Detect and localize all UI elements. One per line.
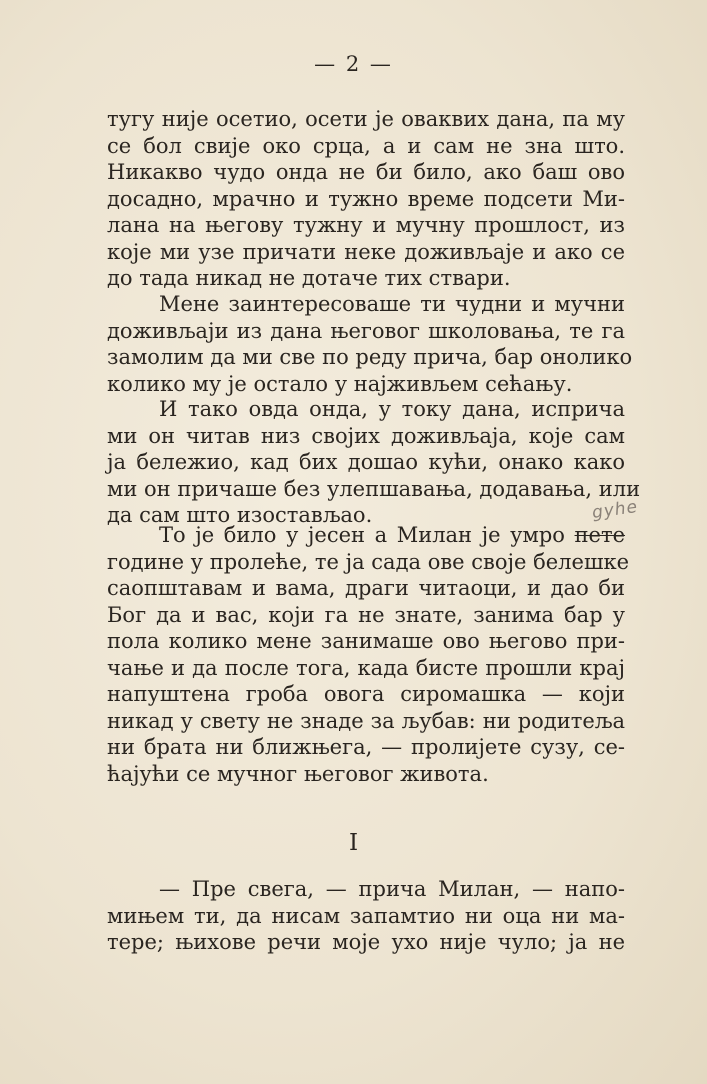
text-line: чање и да после тога, када бисте прошли крај xyxy=(107,655,625,680)
text-line: колико му је остало у најживљем сећању. xyxy=(107,371,573,396)
chapter-heading: I xyxy=(348,830,359,856)
text-line: тугу није осетио, осети је оваквих дана, па му xyxy=(107,107,625,131)
text-line: доживљаји из дана његовог школовања, те га xyxy=(107,318,625,343)
handwritten-note: gyhe xyxy=(590,496,640,524)
text-line: досадно, мрачно и тужно време подсети Ми- xyxy=(107,186,625,211)
text-line xyxy=(107,522,625,549)
text-line: И тако овда онда, у току дана, исприча xyxy=(159,397,625,421)
text-line: Мене заинтересоваше ти чудни и мучни xyxy=(159,292,625,316)
text-fragment: То је било у јесен а Милан је умро xyxy=(159,523,565,547)
page-number: — 2 — xyxy=(314,52,393,76)
text-line: године у пролеће, те ја сада ове своје белешке xyxy=(107,549,630,574)
text-line: Никакво чудо онда не би било, ако баш ово xyxy=(107,160,625,184)
text-line: лана на његову тужну и мучну прошлост, из xyxy=(107,213,625,237)
text-line: мињем ти, да нисам запамтио ни оца ни ма- xyxy=(107,903,625,928)
text-line: замолим да ми све по реду прича, бар онолико xyxy=(107,345,633,369)
text-line: тере; њихове речи моје ухо није чуло; ја не xyxy=(107,930,625,954)
text-line: — Пре свега, — прича Милан, — напо- xyxy=(159,877,625,901)
text-line: ја бележио, кад бих дошао кући, онако како xyxy=(107,450,625,474)
text-line: да сам што изостављао. xyxy=(107,503,373,527)
text-line: никад у свету не знаде за љубав: ни родитеља xyxy=(107,708,625,733)
paragraph-1 xyxy=(107,106,625,292)
text-line: пола колико мене занимаше ово његово при- xyxy=(107,629,625,653)
text-line: до тада никад не дотаче тих ствари. xyxy=(107,266,511,290)
text-line: се бол свије око срца, а и сам не зна што. xyxy=(107,133,625,158)
paragraph-2 xyxy=(107,291,633,397)
text-line: Бог да и вас, који га не знате, занима бар у xyxy=(107,602,625,627)
paragraph-5 xyxy=(107,876,625,956)
text-line: које ми узе причати неке доживљаје и ако се xyxy=(107,239,625,264)
struck-word: пете xyxy=(574,523,626,547)
text-line: саопштавам и вама, драги читаоци, и дао би xyxy=(107,576,625,600)
text-line: ћајући се мучног његовог живота. xyxy=(107,761,489,786)
text-line: ми он причаше без улепшавања, додавања, или xyxy=(107,476,641,501)
text-line: ни брата ни ближњега, — пролијете сузу, се- xyxy=(107,735,625,759)
paragraph-3 xyxy=(107,396,641,529)
text-line: напуштена гроба овога сиромашка — који xyxy=(107,682,625,706)
text-line: ми он читав низ својих доживљаја, које сам xyxy=(107,423,625,448)
paragraph-4 xyxy=(107,522,630,787)
